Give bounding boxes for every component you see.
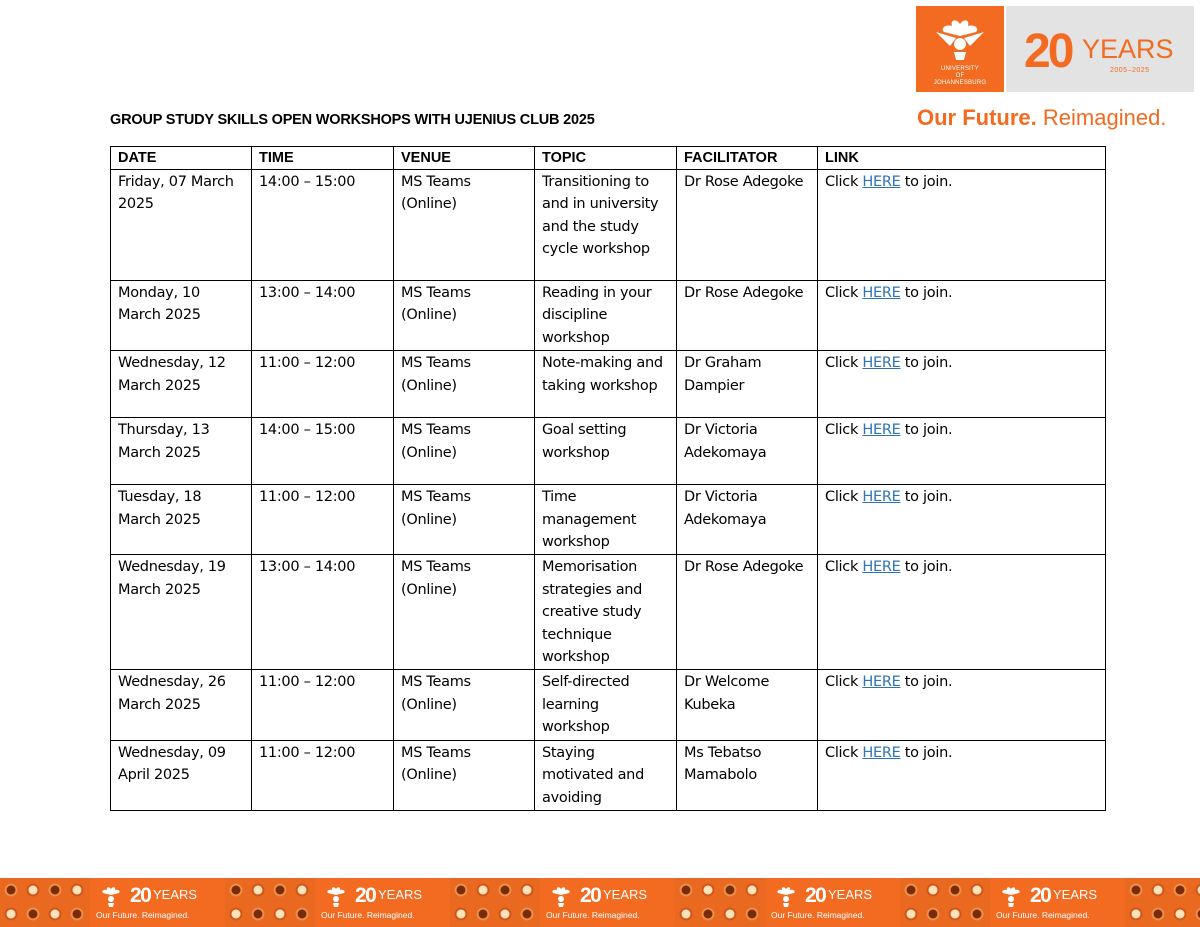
footer-years-word: YEARS: [1053, 887, 1098, 902]
cell-date: Tuesday, 18 March 2025: [111, 485, 252, 555]
uj-emblem-icon: [96, 885, 126, 907]
uj-emblem-icon: [771, 885, 801, 907]
link-suffix: to join.: [900, 489, 953, 506]
footer-years-word: YEARS: [378, 887, 423, 902]
cell-date: Monday, 10 March 2025: [111, 281, 252, 351]
table-row: [111, 281, 1106, 351]
decorative-pattern: [1125, 878, 1200, 927]
cell-date: Friday, 07 March 2025: [111, 170, 252, 281]
footer-years-word: YEARS: [828, 887, 873, 902]
link-suffix: to join.: [900, 559, 953, 576]
footer-slogan: Our Future. Reimagined.: [996, 910, 1090, 920]
cell-time: 11:00 – 12:00: [252, 740, 394, 810]
years-number: 20: [1024, 25, 1072, 78]
link-prefix: Click: [825, 674, 863, 691]
years-word: YEARS: [1082, 34, 1174, 64]
cell-facilitator: Dr Victoria Adekomaya: [677, 418, 818, 485]
slogan-light: Reimagined.: [1042, 105, 1167, 130]
link-suffix: to join.: [900, 285, 953, 301]
decorative-pattern: [900, 878, 990, 927]
table-row: [111, 670, 1106, 740]
cell-venue: MS Teams (Online): [394, 740, 535, 810]
table-row: [111, 740, 1106, 810]
cell-date: Thursday, 13 March 2025: [111, 418, 252, 485]
table-row: [111, 555, 1106, 670]
cell-time: 11:00 – 12:00: [252, 485, 394, 555]
header-facilitator: FACILITATOR: [677, 147, 818, 170]
cell-link: [818, 281, 1106, 351]
cell-link: [818, 170, 1106, 281]
footer-slogan: Our Future. Reimagined.: [96, 910, 190, 920]
cell-venue: MS Teams (Online): [394, 281, 535, 351]
footer-years-number: 20: [1030, 884, 1051, 907]
link-suffix: to join.: [900, 355, 953, 372]
link-prefix: Click: [825, 422, 863, 439]
cell-time: 13:00 – 14:00: [252, 281, 394, 351]
link-prefix: Click: [825, 174, 863, 190]
cell-time: 14:00 – 15:00: [252, 170, 394, 281]
cell-date: Wednesday, 26 March 2025: [111, 670, 252, 740]
cell-topic: Memorisation strategies and creative study technique workshop: [535, 555, 677, 670]
cell-time: 11:00 – 12:00: [252, 670, 394, 740]
footer-banner: [0, 878, 1200, 927]
years-range: 2005–2025: [1110, 67, 1150, 74]
decorative-pattern: [450, 878, 540, 927]
footer-years-word: YEARS: [153, 887, 198, 902]
header-link: LINK: [818, 147, 1106, 170]
workshop-table: [110, 146, 1106, 811]
footer-years-number: 20: [580, 884, 601, 907]
slogan: [917, 105, 1166, 131]
link-prefix: Click: [825, 559, 863, 576]
cell-venue: MS Teams (Online): [394, 485, 535, 555]
cell-venue: MS Teams (Online): [394, 418, 535, 485]
cell-topic: Transitioning to and in university and the study cycle workshop: [535, 170, 677, 281]
cell-topic: Goal setting workshop: [535, 418, 677, 485]
link-prefix: Click: [825, 744, 863, 761]
footer-years-number: 20: [355, 884, 376, 907]
footer-years-number: 20: [130, 884, 151, 907]
join-link[interactable]: HERE: [862, 422, 901, 439]
footer-logo: [990, 878, 1125, 927]
link-prefix: Click: [825, 285, 863, 301]
cell-link: [818, 485, 1106, 555]
cell-link: [818, 740, 1106, 810]
header-topic: TOPIC: [535, 147, 677, 170]
cell-topic: Reading in your discipline workshop: [535, 281, 677, 351]
page-title: GROUP STUDY SKILLS OPEN WORKSHOPS WITH UJENIUS CLUB 2025: [110, 112, 595, 128]
cell-link: [818, 555, 1106, 670]
table-row: [111, 418, 1106, 485]
logo-university-line1: UNIVERSITY: [940, 66, 979, 72]
header-time: TIME: [252, 147, 394, 170]
cell-time: 13:00 – 14:00: [252, 555, 394, 670]
join-link[interactable]: HERE: [862, 285, 901, 301]
uj-emblem-icon: [546, 885, 576, 907]
cell-topic: Note-making and taking workshop: [535, 351, 677, 418]
footer-slogan: Our Future. Reimagined.: [321, 910, 415, 920]
header-date: DATE: [111, 147, 252, 170]
table-row: [111, 351, 1106, 418]
footer-years-number: 20: [805, 884, 826, 907]
cell-facilitator: Dr Graham Dampier: [677, 351, 818, 418]
cell-link: [818, 670, 1106, 740]
footer-logo: [540, 878, 675, 927]
cell-topic: Self-directed learning workshop: [535, 670, 677, 740]
join-link[interactable]: HERE: [862, 744, 901, 761]
cell-link: [818, 418, 1106, 485]
cell-date: Wednesday, 19 March 2025: [111, 555, 252, 670]
cell-facilitator: Dr Rose Adegoke: [677, 170, 818, 281]
decorative-pattern: [0, 878, 90, 927]
footer-logo: [765, 878, 900, 927]
cell-date: Wednesday, 12 March 2025: [111, 351, 252, 418]
join-link[interactable]: HERE: [862, 674, 901, 691]
link-suffix: to join.: [900, 674, 953, 691]
table-header-row: [111, 147, 1106, 170]
slogan-bold: Our Future.: [917, 105, 1037, 130]
cell-venue: MS Teams (Online): [394, 555, 535, 670]
cell-facilitator: Dr Welcome Kubeka: [677, 670, 818, 740]
join-link[interactable]: HERE: [862, 559, 901, 576]
uj-emblem-icon: [321, 885, 351, 907]
logo-university-line2: OF: [955, 73, 965, 79]
cell-facilitator: Dr Rose Adegoke: [677, 281, 818, 351]
cell-topic: Time management workshop: [535, 485, 677, 555]
join-link[interactable]: HERE: [862, 174, 901, 190]
footer-slogan: Our Future. Reimagined.: [771, 910, 865, 920]
header-venue: VENUE: [394, 147, 535, 170]
cell-date: Wednesday, 09 April 2025: [111, 740, 252, 810]
uj-emblem-icon: [930, 16, 990, 64]
cell-venue: MS Teams (Online): [394, 351, 535, 418]
twenty-years-badge: [1006, 6, 1194, 92]
link-suffix: to join.: [900, 422, 953, 439]
decorative-pattern: [225, 878, 315, 927]
join-link[interactable]: HERE: [862, 489, 901, 506]
table-row: [111, 485, 1106, 555]
footer-years-word: YEARS: [603, 887, 648, 902]
footer-logo: [90, 878, 225, 927]
table-row: [111, 170, 1106, 281]
footer-slogan: Our Future. Reimagined.: [546, 910, 640, 920]
footer-logo: [315, 878, 450, 927]
join-link[interactable]: HERE: [862, 355, 901, 372]
cell-facilitator: Ms Tebatso Mamabolo: [677, 740, 818, 810]
link-prefix: Click: [825, 489, 863, 506]
link-prefix: Click: [825, 355, 863, 372]
uj-emblem-icon: [996, 885, 1026, 907]
uj-logo: [916, 6, 1004, 92]
decorative-pattern: [675, 878, 765, 927]
cell-topic: Staying motivated and avoiding: [535, 740, 677, 810]
cell-time: 14:00 – 15:00: [252, 418, 394, 485]
cell-facilitator: Dr Victoria Adekomaya: [677, 485, 818, 555]
link-suffix: to join.: [900, 744, 953, 761]
logo-university-line3: JOHANNESBURG: [933, 80, 987, 86]
cell-facilitator: Dr Rose Adegoke: [677, 555, 818, 670]
link-suffix: to join.: [900, 174, 953, 190]
cell-link: [818, 351, 1106, 418]
cell-venue: MS Teams (Online): [394, 170, 535, 281]
cell-time: 11:00 – 12:00: [252, 351, 394, 418]
cell-venue: MS Teams (Online): [394, 670, 535, 740]
